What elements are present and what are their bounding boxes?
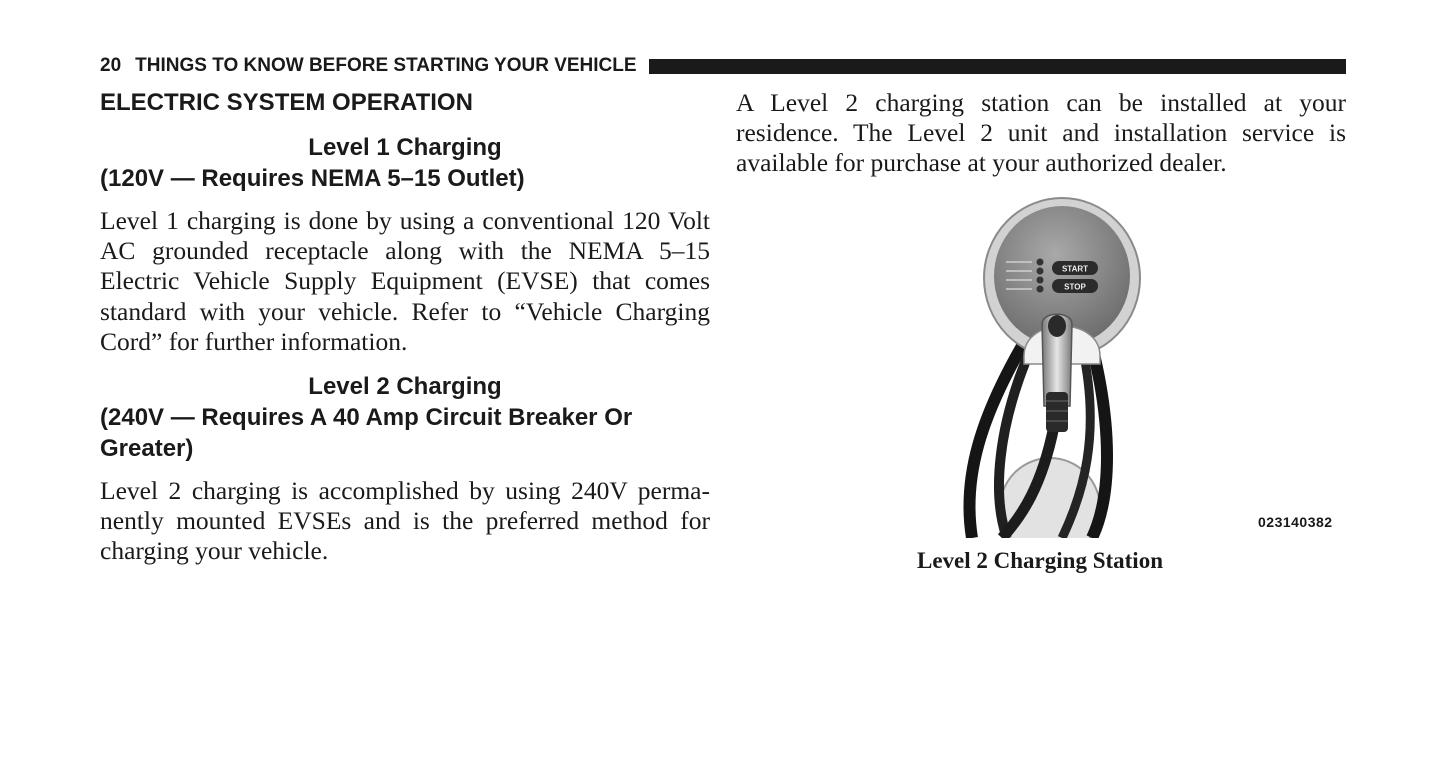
header-title: THINGS TO KNOW BEFORE STARTING YOUR VEHICLE bbox=[135, 55, 637, 76]
section-title: ELECTRIC SYSTEM OPERATION bbox=[100, 89, 473, 116]
level2-heading-subtitle: (240V — Requires A 40 Amp Circuit Breaker Or Greater) bbox=[100, 404, 633, 463]
right-column bbox=[736, 88, 1346, 179]
spacer bbox=[100, 357, 710, 371]
level2-heading bbox=[100, 371, 710, 464]
page-header bbox=[100, 54, 1346, 78]
figure-caption: Level 2 Charging Station bbox=[917, 548, 1163, 573]
level1-heading bbox=[100, 132, 710, 194]
level2-heading-title: Level 2 Charging bbox=[308, 373, 502, 401]
left-column bbox=[100, 88, 710, 567]
level2-body: Level 2 charging is accomplished by using 240V perma- nently mounted EVSEs and is the preferred method for charging your vehicle. bbox=[100, 476, 710, 566]
charging-station-illustration bbox=[962, 196, 1172, 538]
header-rule bbox=[649, 59, 1346, 74]
level1-heading-title: Level 1 Charging bbox=[308, 134, 502, 161]
stop-button-label: STOP bbox=[1064, 282, 1086, 292]
start-button-label: START bbox=[1061, 264, 1089, 274]
right-body: A Level 2 charging station can be installed at your residence. The Level 2 unit and installation service is available for purchase at your authorized dealer. bbox=[736, 88, 1346, 178]
level1-body: Level 1 charging is done by using a conventional 120 Volt AC grounded receptacle along with the NEMA 5–15 Electric Vehicle Supply Equipment (EVSE) that comes standard with your vehicle. Refer to “Vehicle Charging Cord” for further information. bbox=[100, 206, 710, 356]
figure-id: 023140382 bbox=[1258, 514, 1333, 530]
charging-station-svg bbox=[962, 196, 1172, 538]
level1-heading-subtitle: (120V — Requires NEMA 5–15 Outlet) bbox=[100, 165, 525, 192]
page-number: 20 bbox=[100, 55, 122, 76]
